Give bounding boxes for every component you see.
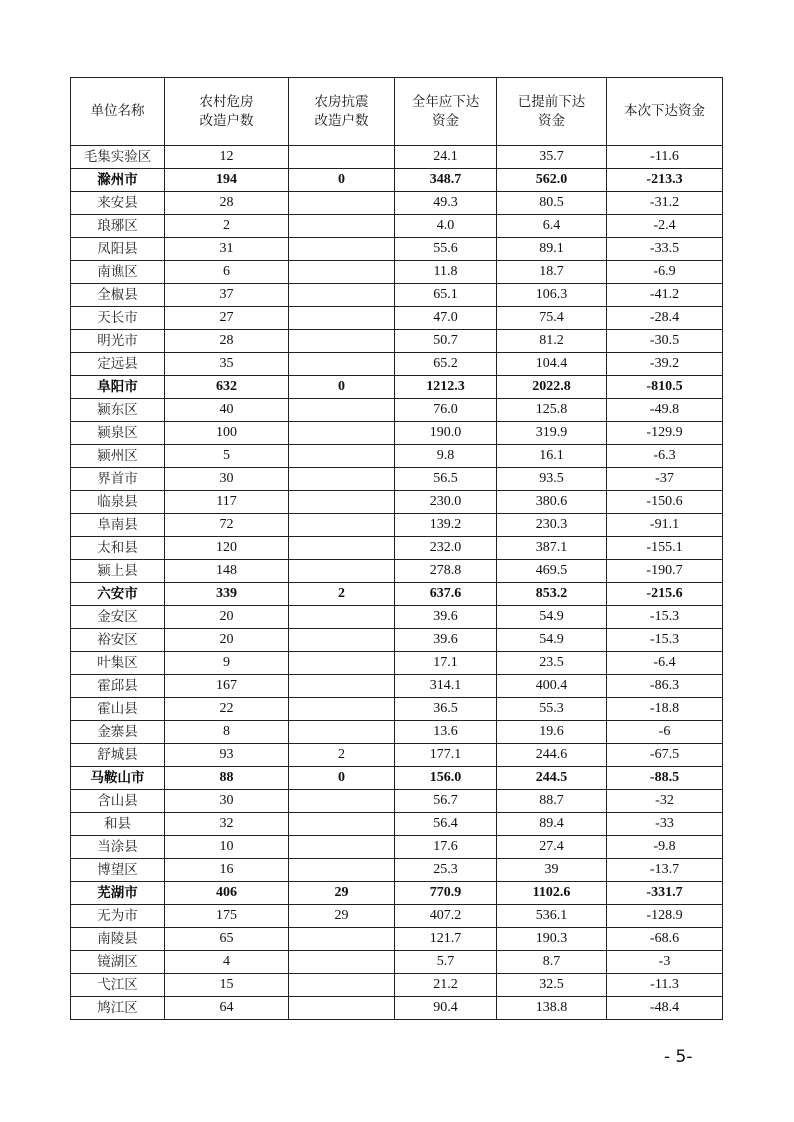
unit-name-cell: 定远县	[71, 353, 165, 376]
quake-households-cell	[289, 560, 395, 583]
quake-households-cell	[289, 284, 395, 307]
table-row	[71, 353, 723, 376]
advance-funds-cell: 125.8	[497, 399, 607, 422]
table-row	[71, 422, 723, 445]
annual-funds-cell: 4.0	[395, 215, 497, 238]
quake-households-cell	[289, 514, 395, 537]
current-funds-cell: -6	[607, 721, 723, 744]
advance-funds-cell: 93.5	[497, 468, 607, 491]
unit-name-cell: 博望区	[71, 859, 165, 882]
danger-households-cell: 5	[165, 445, 289, 468]
unit-name-cell: 舒城县	[71, 744, 165, 767]
annual-funds-cell: 76.0	[395, 399, 497, 422]
danger-households-cell: 16	[165, 859, 289, 882]
danger-households-cell: 10	[165, 836, 289, 859]
table-row	[71, 675, 723, 698]
advance-funds-cell: 35.7	[497, 146, 607, 169]
current-funds-cell: -33.5	[607, 238, 723, 261]
unit-name-cell: 明光市	[71, 330, 165, 353]
unit-name-cell: 阜阳市	[71, 376, 165, 399]
quake-households-cell	[289, 422, 395, 445]
danger-households-cell: 37	[165, 284, 289, 307]
annual-funds-cell: 25.3	[395, 859, 497, 882]
current-funds-cell: -41.2	[607, 284, 723, 307]
quake-households-cell	[289, 813, 395, 836]
unit-name-cell: 叶集区	[71, 652, 165, 675]
advance-funds-cell: 562.0	[497, 169, 607, 192]
unit-name-cell: 琅琊区	[71, 215, 165, 238]
advance-funds-cell: 387.1	[497, 537, 607, 560]
header-text-line: 本次下达资金	[624, 103, 705, 119]
danger-households-cell: 117	[165, 491, 289, 514]
table-header-row	[71, 78, 723, 146]
quake-households-cell	[289, 652, 395, 675]
advance-funds-cell: 8.7	[497, 951, 607, 974]
header-danger-households	[165, 78, 289, 146]
header-text-line: 农房抗震	[314, 93, 369, 110]
advance-funds-cell: 39	[497, 859, 607, 882]
funding-table	[70, 77, 723, 1020]
table-row	[71, 928, 723, 951]
advance-funds-cell: 380.6	[497, 491, 607, 514]
annual-funds-cell: 9.8	[395, 445, 497, 468]
table-row	[71, 146, 723, 169]
danger-households-cell: 28	[165, 192, 289, 215]
table-row	[71, 813, 723, 836]
unit-name-cell: 无为市	[71, 905, 165, 928]
advance-funds-cell: 27.4	[497, 836, 607, 859]
annual-funds-cell: 39.6	[395, 629, 497, 652]
table-row	[71, 215, 723, 238]
annual-funds-cell: 36.5	[395, 698, 497, 721]
current-funds-cell: -215.6	[607, 583, 723, 606]
quake-households-cell	[289, 629, 395, 652]
quake-households-cell: 2	[289, 744, 395, 767]
annual-funds-cell: 21.2	[395, 974, 497, 997]
advance-funds-cell: 23.5	[497, 652, 607, 675]
table-row	[71, 652, 723, 675]
current-funds-cell: -128.9	[607, 905, 723, 928]
unit-name-cell: 南陵县	[71, 928, 165, 951]
advance-funds-cell: 853.2	[497, 583, 607, 606]
quake-households-cell	[289, 836, 395, 859]
advance-funds-cell: 18.7	[497, 261, 607, 284]
danger-households-cell: 120	[165, 537, 289, 560]
page-number: - 5-	[664, 1047, 693, 1067]
quake-households-cell	[289, 330, 395, 353]
danger-households-cell: 22	[165, 698, 289, 721]
annual-funds-cell: 56.4	[395, 813, 497, 836]
quake-households-cell	[289, 721, 395, 744]
table-row	[71, 905, 723, 928]
table-row	[71, 859, 723, 882]
advance-funds-cell: 104.4	[497, 353, 607, 376]
current-funds-cell: -6.9	[607, 261, 723, 284]
advance-funds-cell: 138.8	[497, 997, 607, 1020]
danger-households-cell: 406	[165, 882, 289, 905]
current-funds-cell: -32	[607, 790, 723, 813]
unit-name-cell: 含山县	[71, 790, 165, 813]
annual-funds-cell: 56.7	[395, 790, 497, 813]
quake-households-cell	[289, 353, 395, 376]
quake-households-cell	[289, 468, 395, 491]
current-funds-cell: -190.7	[607, 560, 723, 583]
table-row	[71, 951, 723, 974]
advance-funds-cell: 400.4	[497, 675, 607, 698]
annual-funds-cell: 177.1	[395, 744, 497, 767]
unit-name-cell: 界首市	[71, 468, 165, 491]
advance-funds-cell: 81.2	[497, 330, 607, 353]
danger-households-cell: 93	[165, 744, 289, 767]
table-row	[71, 399, 723, 422]
table-row	[71, 468, 723, 491]
advance-funds-cell: 80.5	[497, 192, 607, 215]
header-text-line: 资金	[432, 112, 459, 129]
city-subtotal-row	[71, 169, 723, 192]
quake-households-cell	[289, 859, 395, 882]
unit-name-cell: 镜湖区	[71, 951, 165, 974]
table-row	[71, 629, 723, 652]
advance-funds-cell: 190.3	[497, 928, 607, 951]
quake-households-cell	[289, 238, 395, 261]
danger-households-cell: 20	[165, 606, 289, 629]
city-subtotal-row	[71, 376, 723, 399]
annual-funds-cell: 139.2	[395, 514, 497, 537]
current-funds-cell: -31.2	[607, 192, 723, 215]
current-funds-cell: -150.6	[607, 491, 723, 514]
current-funds-cell: -33	[607, 813, 723, 836]
city-subtotal-row	[71, 767, 723, 790]
table-row	[71, 330, 723, 353]
quake-households-cell	[289, 537, 395, 560]
current-funds-cell: -3	[607, 951, 723, 974]
danger-households-cell: 65	[165, 928, 289, 951]
advance-funds-cell: 230.3	[497, 514, 607, 537]
unit-name-cell: 临泉县	[71, 491, 165, 514]
unit-name-cell: 天长市	[71, 307, 165, 330]
danger-households-cell: 31	[165, 238, 289, 261]
annual-funds-cell: 39.6	[395, 606, 497, 629]
advance-funds-cell: 19.6	[497, 721, 607, 744]
current-funds-cell: -6.3	[607, 445, 723, 468]
current-funds-cell: -15.3	[607, 629, 723, 652]
unit-name-cell: 芜湖市	[71, 882, 165, 905]
header-text-line: 全年应下达	[411, 93, 480, 110]
advance-funds-cell: 54.9	[497, 629, 607, 652]
quake-households-cell	[289, 261, 395, 284]
current-funds-cell: -6.4	[607, 652, 723, 675]
annual-funds-cell: 278.8	[395, 560, 497, 583]
danger-households-cell: 40	[165, 399, 289, 422]
unit-name-cell: 毛集实验区	[71, 146, 165, 169]
current-funds-cell: -213.3	[607, 169, 723, 192]
unit-name-cell: 和县	[71, 813, 165, 836]
unit-name-cell: 金安区	[71, 606, 165, 629]
danger-households-cell: 194	[165, 169, 289, 192]
danger-households-cell: 4	[165, 951, 289, 974]
annual-funds-cell: 637.6	[395, 583, 497, 606]
unit-name-cell: 裕安区	[71, 629, 165, 652]
quake-households-cell: 29	[289, 905, 395, 928]
quake-households-cell: 2	[289, 583, 395, 606]
advance-funds-cell: 319.9	[497, 422, 607, 445]
table-body	[71, 146, 723, 1020]
quake-households-cell: 0	[289, 376, 395, 399]
annual-funds-cell: 770.9	[395, 882, 497, 905]
advance-funds-cell: 55.3	[497, 698, 607, 721]
current-funds-cell: -86.3	[607, 675, 723, 698]
current-funds-cell: -331.7	[607, 882, 723, 905]
annual-funds-cell: 5.7	[395, 951, 497, 974]
current-funds-cell: -28.4	[607, 307, 723, 330]
table-row	[71, 698, 723, 721]
annual-funds-cell: 90.4	[395, 997, 497, 1020]
quake-households-cell	[289, 698, 395, 721]
danger-households-cell: 28	[165, 330, 289, 353]
header-current-funds	[607, 78, 723, 146]
unit-name-cell: 颍上县	[71, 560, 165, 583]
unit-name-cell: 来安县	[71, 192, 165, 215]
annual-funds-cell: 190.0	[395, 422, 497, 445]
danger-households-cell: 35	[165, 353, 289, 376]
current-funds-cell: -810.5	[607, 376, 723, 399]
unit-name-cell: 全椒县	[71, 284, 165, 307]
annual-funds-cell: 348.7	[395, 169, 497, 192]
quake-households-cell	[289, 974, 395, 997]
danger-households-cell: 632	[165, 376, 289, 399]
annual-funds-cell: 65.1	[395, 284, 497, 307]
unit-name-cell: 鸠江区	[71, 997, 165, 1020]
annual-funds-cell: 11.8	[395, 261, 497, 284]
quake-households-cell	[289, 445, 395, 468]
danger-households-cell: 88	[165, 767, 289, 790]
unit-name-cell: 凤阳县	[71, 238, 165, 261]
danger-households-cell: 12	[165, 146, 289, 169]
current-funds-cell: -129.9	[607, 422, 723, 445]
unit-name-cell: 当涂县	[71, 836, 165, 859]
header-text-line: 农村危房	[199, 93, 254, 110]
danger-households-cell: 30	[165, 468, 289, 491]
unit-name-cell: 六安市	[71, 583, 165, 606]
annual-funds-cell: 50.7	[395, 330, 497, 353]
annual-funds-cell: 56.5	[395, 468, 497, 491]
advance-funds-cell: 2022.8	[497, 376, 607, 399]
danger-households-cell: 148	[165, 560, 289, 583]
danger-households-cell: 15	[165, 974, 289, 997]
current-funds-cell: -39.2	[607, 353, 723, 376]
quake-households-cell	[289, 399, 395, 422]
quake-households-cell: 29	[289, 882, 395, 905]
current-funds-cell: -11.6	[607, 146, 723, 169]
advance-funds-cell: 89.4	[497, 813, 607, 836]
table-row	[71, 445, 723, 468]
quake-households-cell	[289, 951, 395, 974]
unit-name-cell: 马鞍山市	[71, 767, 165, 790]
danger-households-cell: 27	[165, 307, 289, 330]
annual-funds-cell: 55.6	[395, 238, 497, 261]
quake-households-cell: 0	[289, 169, 395, 192]
advance-funds-cell: 244.5	[497, 767, 607, 790]
table-row	[71, 192, 723, 215]
quake-households-cell	[289, 606, 395, 629]
current-funds-cell: -37	[607, 468, 723, 491]
unit-name-cell: 太和县	[71, 537, 165, 560]
quake-households-cell	[289, 491, 395, 514]
table-row	[71, 514, 723, 537]
advance-funds-cell: 88.7	[497, 790, 607, 813]
danger-households-cell: 32	[165, 813, 289, 836]
danger-households-cell: 30	[165, 790, 289, 813]
table-row	[71, 790, 723, 813]
quake-households-cell	[289, 192, 395, 215]
table-row	[71, 261, 723, 284]
quake-households-cell	[289, 675, 395, 698]
current-funds-cell: -11.3	[607, 974, 723, 997]
advance-funds-cell: 54.9	[497, 606, 607, 629]
danger-households-cell: 6	[165, 261, 289, 284]
city-subtotal-row	[71, 882, 723, 905]
advance-funds-cell: 469.5	[497, 560, 607, 583]
header-text-line: 单位名称	[90, 103, 145, 119]
table-row	[71, 491, 723, 514]
current-funds-cell: -48.4	[607, 997, 723, 1020]
table-row	[71, 836, 723, 859]
header-text-line: 改造户数	[199, 112, 254, 129]
advance-funds-cell: 32.5	[497, 974, 607, 997]
header-text-line: 改造户数	[314, 112, 369, 129]
header-unit-name	[71, 78, 165, 146]
current-funds-cell: -91.1	[607, 514, 723, 537]
danger-households-cell: 100	[165, 422, 289, 445]
current-funds-cell: -155.1	[607, 537, 723, 560]
unit-name-cell: 金寨县	[71, 721, 165, 744]
danger-households-cell: 2	[165, 215, 289, 238]
header-text-line: 已提前下达	[517, 93, 586, 110]
annual-funds-cell: 121.7	[395, 928, 497, 951]
table-row	[71, 997, 723, 1020]
annual-funds-cell: 230.0	[395, 491, 497, 514]
unit-name-cell: 颍泉区	[71, 422, 165, 445]
advance-funds-cell: 244.6	[497, 744, 607, 767]
advance-funds-cell: 536.1	[497, 905, 607, 928]
annual-funds-cell: 407.2	[395, 905, 497, 928]
current-funds-cell: -67.5	[607, 744, 723, 767]
danger-households-cell: 339	[165, 583, 289, 606]
annual-funds-cell: 17.6	[395, 836, 497, 859]
current-funds-cell: -68.6	[607, 928, 723, 951]
quake-households-cell	[289, 790, 395, 813]
annual-funds-cell: 47.0	[395, 307, 497, 330]
unit-name-cell: 南谯区	[71, 261, 165, 284]
danger-households-cell: 175	[165, 905, 289, 928]
table-row	[71, 721, 723, 744]
danger-households-cell: 20	[165, 629, 289, 652]
current-funds-cell: -30.5	[607, 330, 723, 353]
header-text-line: 资金	[538, 112, 565, 129]
unit-name-cell: 滁州市	[71, 169, 165, 192]
current-funds-cell: -18.8	[607, 698, 723, 721]
unit-name-cell: 阜南县	[71, 514, 165, 537]
current-funds-cell: -88.5	[607, 767, 723, 790]
header-annual-funds	[395, 78, 497, 146]
quake-households-cell	[289, 215, 395, 238]
table-row	[71, 744, 723, 767]
annual-funds-cell: 314.1	[395, 675, 497, 698]
table-row	[71, 238, 723, 261]
unit-name-cell: 颍东区	[71, 399, 165, 422]
unit-name-cell: 弋江区	[71, 974, 165, 997]
table-row	[71, 560, 723, 583]
current-funds-cell: -9.8	[607, 836, 723, 859]
annual-funds-cell: 17.1	[395, 652, 497, 675]
danger-households-cell: 72	[165, 514, 289, 537]
annual-funds-cell: 156.0	[395, 767, 497, 790]
table-row	[71, 537, 723, 560]
unit-name-cell: 霍邱县	[71, 675, 165, 698]
annual-funds-cell: 13.6	[395, 721, 497, 744]
advance-funds-cell: 6.4	[497, 215, 607, 238]
current-funds-cell: -49.8	[607, 399, 723, 422]
table-row	[71, 974, 723, 997]
quake-households-cell: 0	[289, 767, 395, 790]
table-row	[71, 307, 723, 330]
annual-funds-cell: 65.2	[395, 353, 497, 376]
advance-funds-cell: 106.3	[497, 284, 607, 307]
current-funds-cell: -2.4	[607, 215, 723, 238]
header-advance-funds	[497, 78, 607, 146]
quake-households-cell	[289, 146, 395, 169]
quake-households-cell	[289, 928, 395, 951]
annual-funds-cell: 1212.3	[395, 376, 497, 399]
annual-funds-cell: 49.3	[395, 192, 497, 215]
advance-funds-cell: 75.4	[497, 307, 607, 330]
unit-name-cell: 霍山县	[71, 698, 165, 721]
current-funds-cell: -13.7	[607, 859, 723, 882]
advance-funds-cell: 89.1	[497, 238, 607, 261]
advance-funds-cell: 16.1	[497, 445, 607, 468]
table-row	[71, 284, 723, 307]
danger-households-cell: 167	[165, 675, 289, 698]
danger-households-cell: 64	[165, 997, 289, 1020]
table-row	[71, 606, 723, 629]
current-funds-cell: -15.3	[607, 606, 723, 629]
unit-name-cell: 颍州区	[71, 445, 165, 468]
advance-funds-cell: 1102.6	[497, 882, 607, 905]
annual-funds-cell: 232.0	[395, 537, 497, 560]
annual-funds-cell: 24.1	[395, 146, 497, 169]
quake-households-cell	[289, 307, 395, 330]
header-quake-households	[289, 78, 395, 146]
city-subtotal-row	[71, 583, 723, 606]
danger-households-cell: 9	[165, 652, 289, 675]
quake-households-cell	[289, 997, 395, 1020]
danger-households-cell: 8	[165, 721, 289, 744]
